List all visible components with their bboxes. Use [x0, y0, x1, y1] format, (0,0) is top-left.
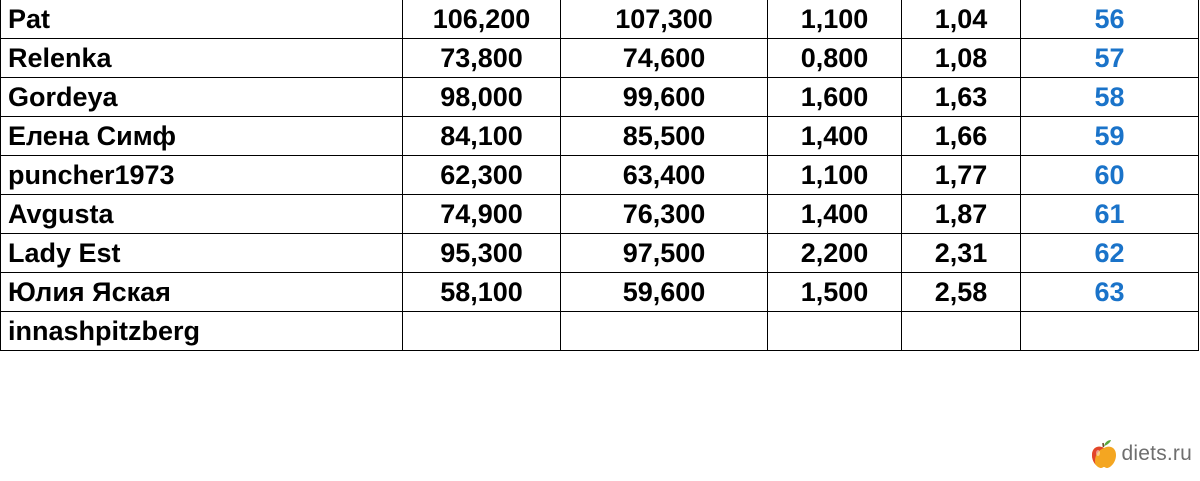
cell-value-3: 1,100: [768, 0, 902, 39]
cell-rank: 58: [1021, 78, 1199, 117]
cell-value-1: 84,100: [403, 117, 561, 156]
cell-value-4: 1,63: [902, 78, 1021, 117]
cell-name: Lady Est: [1, 234, 403, 273]
cell-value-4: 1,87: [902, 195, 1021, 234]
cell-name: innashpitzberg: [1, 312, 403, 351]
cell-value-4: 1,66: [902, 117, 1021, 156]
cell-value-3: 1,600: [768, 78, 902, 117]
table-row: [1, 39, 1199, 78]
cell-name: Gordeya: [1, 78, 403, 117]
table-row: [1, 78, 1199, 117]
cell-value-1: 95,300: [403, 234, 561, 273]
cell-value-3: 1,400: [768, 117, 902, 156]
table-row: [1, 312, 1199, 351]
cell-value-1: 58,100: [403, 273, 561, 312]
cell-value-3: 1,400: [768, 195, 902, 234]
cell-value-4: 2,58: [902, 273, 1021, 312]
cell-rank: 61: [1021, 195, 1199, 234]
cell-rank: 59: [1021, 117, 1199, 156]
cell-name: Relenka: [1, 39, 403, 78]
cell-value-2: 97,500: [561, 234, 768, 273]
cell-value-1: 74,900: [403, 195, 561, 234]
table-row: [1, 273, 1199, 312]
cell-rank: 56: [1021, 0, 1199, 39]
cell-value-2: 63,400: [561, 156, 768, 195]
cell-rank: 63: [1021, 273, 1199, 312]
cell-name: Avgusta: [1, 195, 403, 234]
cell-value-3: [768, 312, 902, 351]
cell-value-3: 2,200: [768, 234, 902, 273]
cell-value-1: 73,800: [403, 39, 561, 78]
apple-logo-icon: [1090, 439, 1118, 469]
cell-value-2: 107,300: [561, 0, 768, 39]
cell-value-3: 1,100: [768, 156, 902, 195]
table-row: [1, 234, 1199, 273]
cell-value-4: [902, 312, 1021, 351]
cell-rank: 62: [1021, 234, 1199, 273]
cell-name: puncher1973: [1, 156, 403, 195]
cell-value-4: 1,77: [902, 156, 1021, 195]
watermark: [1090, 439, 1192, 469]
cell-value-1: 98,000: [403, 78, 561, 117]
cell-value-1: [403, 312, 561, 351]
cell-rank: 57: [1021, 39, 1199, 78]
table-row: [1, 156, 1199, 195]
cell-value-2: [561, 312, 768, 351]
cell-name: Елена Симф: [1, 117, 403, 156]
table-row: [1, 195, 1199, 234]
table-body: [1, 0, 1199, 351]
cell-value-4: 1,08: [902, 39, 1021, 78]
table-row: [1, 0, 1199, 39]
watermark-text: diets.ru: [1121, 442, 1192, 465]
cell-value-2: 59,600: [561, 273, 768, 312]
cell-rank: [1021, 312, 1199, 351]
cell-value-1: 106,200: [403, 0, 561, 39]
cell-value-1: 62,300: [403, 156, 561, 195]
cell-value-2: 85,500: [561, 117, 768, 156]
cell-rank: 60: [1021, 156, 1199, 195]
cell-value-3: 1,500: [768, 273, 902, 312]
cell-value-4: 2,31: [902, 234, 1021, 273]
table-row: [1, 117, 1199, 156]
cell-value-2: 99,600: [561, 78, 768, 117]
cell-name: Юлия Яская: [1, 273, 403, 312]
cell-name: Pat: [1, 0, 403, 39]
cell-value-2: 74,600: [561, 39, 768, 78]
cell-value-2: 76,300: [561, 195, 768, 234]
cell-value-4: 1,04: [902, 0, 1021, 39]
cell-value-3: 0,800: [768, 39, 902, 78]
